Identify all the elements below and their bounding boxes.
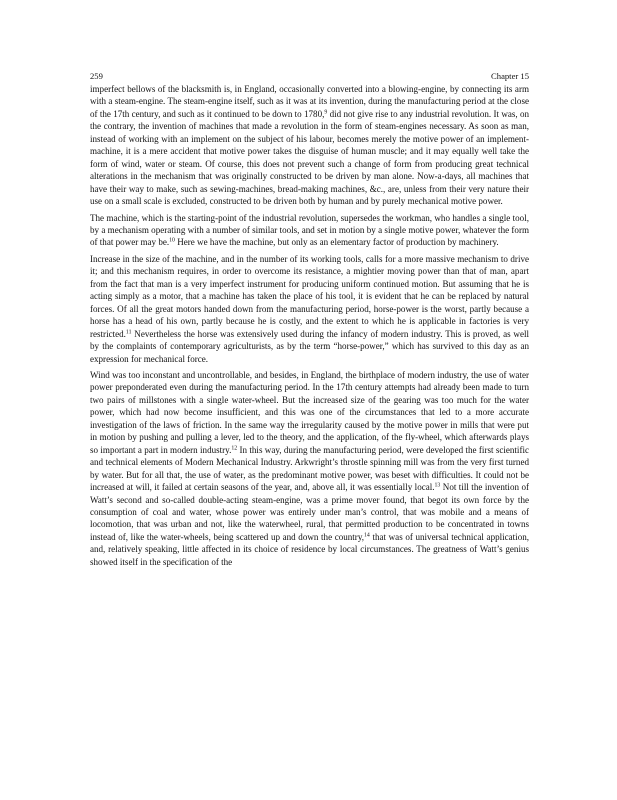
- footnote-ref: 14: [364, 532, 370, 539]
- footnote-ref: 13: [434, 482, 441, 489]
- page-number: 259: [90, 71, 103, 81]
- footnote-ref: 10: [169, 237, 175, 244]
- paragraph-1: imperfect bellows of the blacksmith is, in England, occasionally converted into a blowing-engine, by connecting its arm with a steam-engine. The steam-engine itself, such as it was at its invention, during the manufacturing period at the close of the 17th century, and such as it continued to be down to 1780,$^9$ did not give rise to any industrial revolution. It was, on the contrary, the invention of machines that made a revolution in the form of steam-engines necessary. As soon as man, instead of working with an implement on the subject of his labour, becomes merely the motive power of an implement-machine, it is a mere accident that motive power takes the disguise of human muscle; and it may equally well take the form of wind, water or steam. Of course, this does not prevent such a change of form from producing great technical alterations in the mechanism that was originally constructed to be driven by man alone. Now-a-days, all machines that have their way to make, such as sewing-machines, bread-making machines, &c., are, unless from their very nature their use on a small scale is excluded, constructed to be driven both by human and by purely mechanical motive power.: [90, 84, 529, 207]
- footnote-ref: 12: [231, 445, 238, 452]
- paragraph-3: Increase in the size of the machine, and in the number of its working tools, calls for a more massive mechanism to drive it; and this mechanism requires, in order to overcome its resistance, a mightier moving power than that of man, apart from the fact that man is a very imperfect instrument for producing uniform continued motion. But assuming that he is acting simply as a motor, that a machine has taken the place of his tool, it is evident that he can be replaced by natural forces. Of all the great motors handed down from the manufacturing period, horse-power is the worst, partly because a horse has a head of his own, partly because he is costly, and the extent to which he is applicable in factories is very restricted.$^{11}$ Nevertheless the horse was extensively used during the infancy of modern industry. This is proved, as well by the complaints of contemporary agriculturists, as by the term “horse-power,” which has survived to this day as an expression for mechanical force.: [90, 253, 529, 364]
- footnote-ref: 11: [125, 329, 132, 336]
- footnote-ref: 9: [324, 109, 328, 116]
- paragraph-4: Wind was too inconstant and uncontrollable, and besides, in England, the birthplace of modern industry, the use of water power preponderated even during the manufacturing period. In the 17th century attempts had already been made to turn two pairs of millstones with a single water-wheel. But the increased size of the gearing was too much for the water power, which had now become insufficient, and this was one of the circumstances that led to a more accurate investigation of the laws of friction. In the same way the irregularity caused by the motive power in mills that were put in motion by pushing and pulling a lever, led to the theory, and the application, of the fly-wheel, which afterwards plays so important a part in modern industry.$^{12}$ In this way, during the manufacturing period, were developed the first scientific and technical elements of Modern Mechanical Industry. Arkwright’s throstle spinning mill was from the very first turned by water. But for all that, the use of water, as the predominant motive power, was beset with difficulties. It could not be increased at will, it failed at certain seasons of the year, and, above all, it was essentially local.$^{13}$ Not till the invention of Watt’s second and so-called double-acting steam-engine, was a prime mover found, that begot its own force by the consumption of coal and water, whose power was entirely under man’s control, that was mobile and a means of locomotion, that was urban and not, like the waterwheel, rural, that permitted production to be concentrated in towns instead of, like the water-wheels, being scattered up and down the country,$^{14}$ that was of universal technical application, and, relatively speaking, little affected in its choice of residence by local circumstances. The greatness of Watt’s genius showed itself in the specification of the: [90, 369, 530, 567]
- body-text: [90, 83, 529, 572]
- paragraph-2: The machine, which is the starting-point of the industrial revolution, supersedes the workman, who handles a single tool, by a mechanism operating with a number of similar tools, and set in motion by a single motive power, whatever the form of that power may be.$^{10}$ Here we have the machine, but only as an elementary factor of production by machinery.: [90, 212, 529, 248]
- chapter-label: Chapter 15: [491, 71, 529, 81]
